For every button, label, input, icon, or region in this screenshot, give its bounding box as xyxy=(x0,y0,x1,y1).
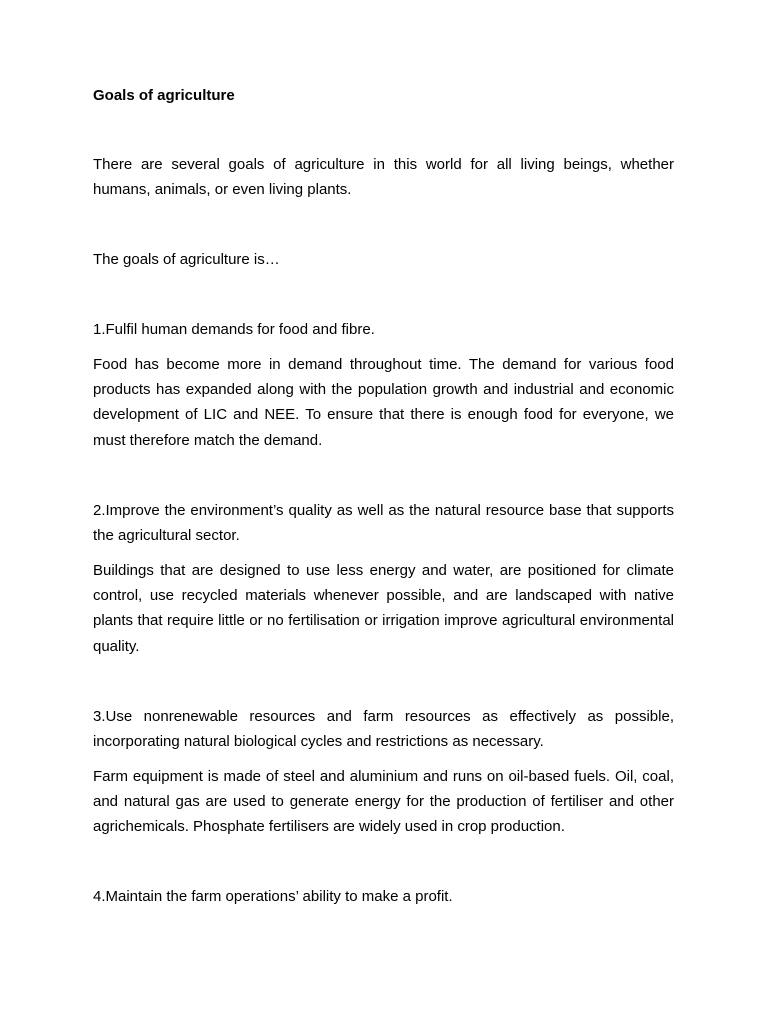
lead-paragraph: The goals of agriculture is… xyxy=(93,251,280,268)
goal-1-heading: 1.Fulfil human demands for food and fibre. xyxy=(93,321,375,338)
goal-2-heading: 2.Improve the environment’s quality as well as the natural resource base that supports the agricultural sector. xyxy=(93,502,674,545)
goal-4-heading: 4.Maintain the farm operations’ ability to make a profit. xyxy=(93,888,453,905)
goal-1-body: Food has become more in demand throughout time. The demand for various food products has expanded along with the population growth and industrial and economic development of LIC and NEE. To ensure that there is enough food for everyone, we must therefore match the demand. xyxy=(93,356,674,449)
document-title: Goals of agriculture xyxy=(93,87,235,104)
goal-3-heading: 3.Use nonrenewable resources and farm resources as effectively as possible, incorporating natural biological cycles and restrictions as necessary. xyxy=(93,708,674,751)
goal-3-body: Farm equipment is made of steel and aluminium and runs on oil-based fuels. Oil, coal, and natural gas are used to generate energy for the production of fertiliser and other agrichemicals. Phosphate fertilisers are widely used in crop production. xyxy=(93,768,674,836)
intro-paragraph: There are several goals of agriculture in this world for all living beings, whether humans, animals, or even living plants. xyxy=(93,156,674,199)
goal-2-body: Buildings that are designed to use less energy and water, are positioned for climate control, use recycled materials whenever possible, and are landscaped with native plants that require little or no fertilisation or irrigation improve agricultural environmental quality. xyxy=(93,562,674,655)
